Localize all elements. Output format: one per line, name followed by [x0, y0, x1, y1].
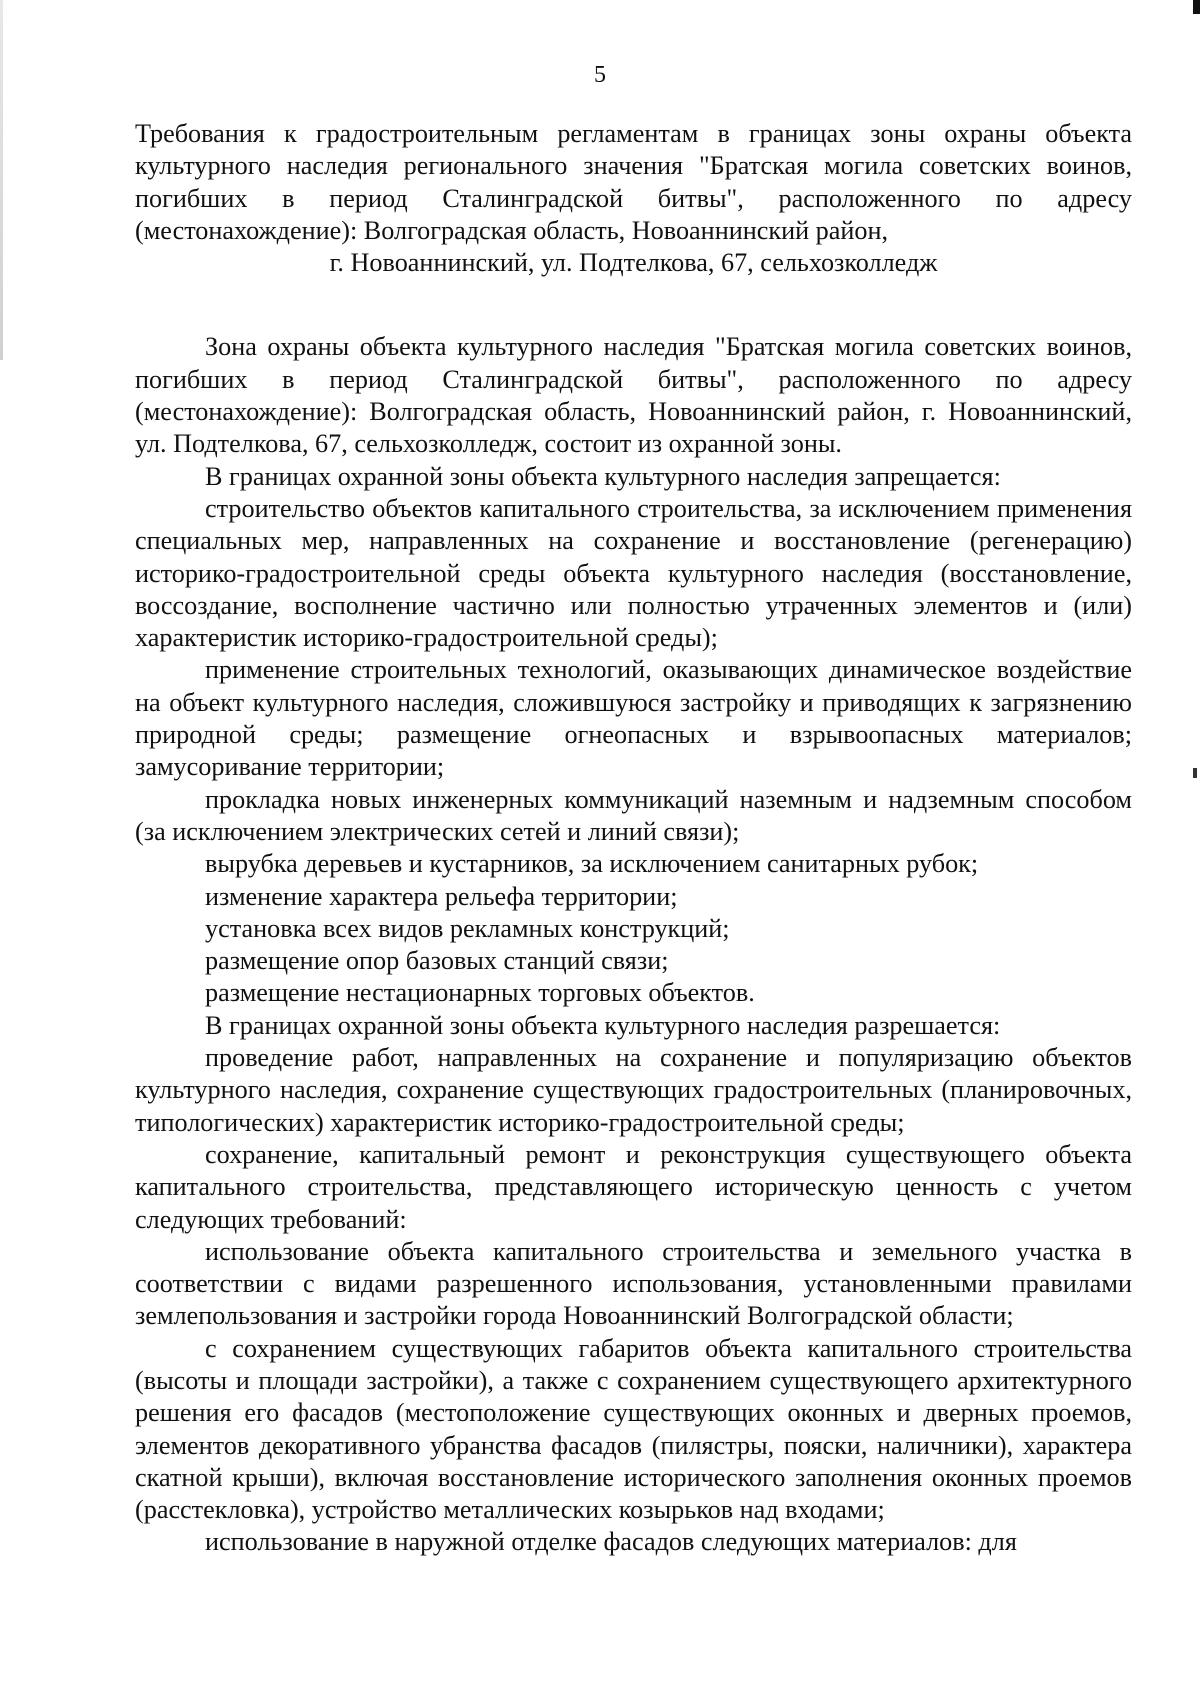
scan-edge-mark — [0, 0, 3, 360]
paragraph: Зона охраны объекта культурного наследия "Братская могила советских воинов, погибших в период Сталинградской битвы", расположенного по адресу (местонахождение): Волгоградская область, Новоаннинский район, г. Новоаннинский, ул. Подтелкова, 67, сельхозколледж, состоит из охранной зоны. — [135, 332, 1132, 459]
paragraph: В границах охранной зоны объекта культурного наследия запрещается: — [205, 461, 1001, 491]
page-number: 5 — [594, 62, 606, 88]
list-item: строительство объектов капитального строительства, за исключением применения специальных мер, направленных на сохранение и восстановление (регенерацию) историко-градостроительной среды объекта культурного наследия (восстановление, воссоздание, восполнение частично или полностью утраченных элементов и (или) характеристик историко-градостроительной среды); — [135, 493, 1132, 653]
section-title: Требования к градостроительным регламентам в границах зоны охраны объекта культурного наследия регионального значения "Братская могила советских воинов, погибших в период Сталинградской битвы", расположенного по адресу (местонахождение): Волгоградская область, Новоаннинский район, — [135, 119, 1132, 245]
scan-edge-mark — [1193, 0, 1200, 14]
list-item: размещение нестационарных торговых объектов. — [205, 978, 755, 1008]
list-item: использование объекта капитального строительства и земельного участка в соответствии с видами разрешенного использования, установленными правилами землепользования и застройки города Новоаннинский Волгоградской области; — [135, 1236, 1132, 1331]
list-item: установка всех видов рекламных конструкций; — [205, 913, 730, 943]
list-item: применение строительных технологий, оказывающих динамическое воздействие на объект культурного наследия, сложившуюся застройку и приводящих к загрязнению природной среды; размещение огнеопасных и взрывоопасных материалов; замусоривание территории; — [135, 655, 1132, 782]
section-title-address: г. Новоаннинский, ул. Подтелкова, 67, сельхозколледж — [329, 248, 938, 278]
document-body — [135, 118, 1132, 1559]
list-item: размещение опор базовых станций связи; — [205, 946, 669, 976]
scan-edge-mark — [1193, 768, 1197, 778]
list-item: прокладка новых инженерных коммуникаций наземным и надземным способом (за исключением электрических сетей и линий связи); — [135, 784, 1132, 846]
list-item: с сохранением существующих габаритов объекта капитального строительства (высоты и площади застройки), а также с сохранением существующего архитектурного решения его фасадов (местоположение существующих оконных и дверных проемов, элементов декоративного убранства фасадов (пилястры, пояски, наличники), характера скатной крыши), включая восстановление исторического заполнения оконных проемов (расстекловка), устройство металлических козырьков над входами; — [135, 1333, 1132, 1525]
list-item: проведение работ, направленных на сохранение и популяризацию объектов культурного наследия, сохранение существующих градостроительных (планировочных, типологических) характеристик историко-градостроительной среды; — [135, 1043, 1132, 1137]
list-item: вырубка деревьев и кустарников, за исключением санитарных рубок; — [205, 849, 979, 879]
list-item: сохранение, капитальный ремонт и реконструкция существующего объекта капитального строительства, представляющего историческую ценность с учетом следующих требований: — [135, 1139, 1132, 1234]
list-item: использование в наружной отделке фасадов следующих материалов: для — [205, 1527, 1017, 1557]
paragraph: В границах охранной зоны объекта культурного наследия разрешается: — [205, 1010, 1001, 1040]
list-item: изменение характера рельефа территории; — [205, 881, 678, 911]
spacer — [135, 279, 1132, 331]
